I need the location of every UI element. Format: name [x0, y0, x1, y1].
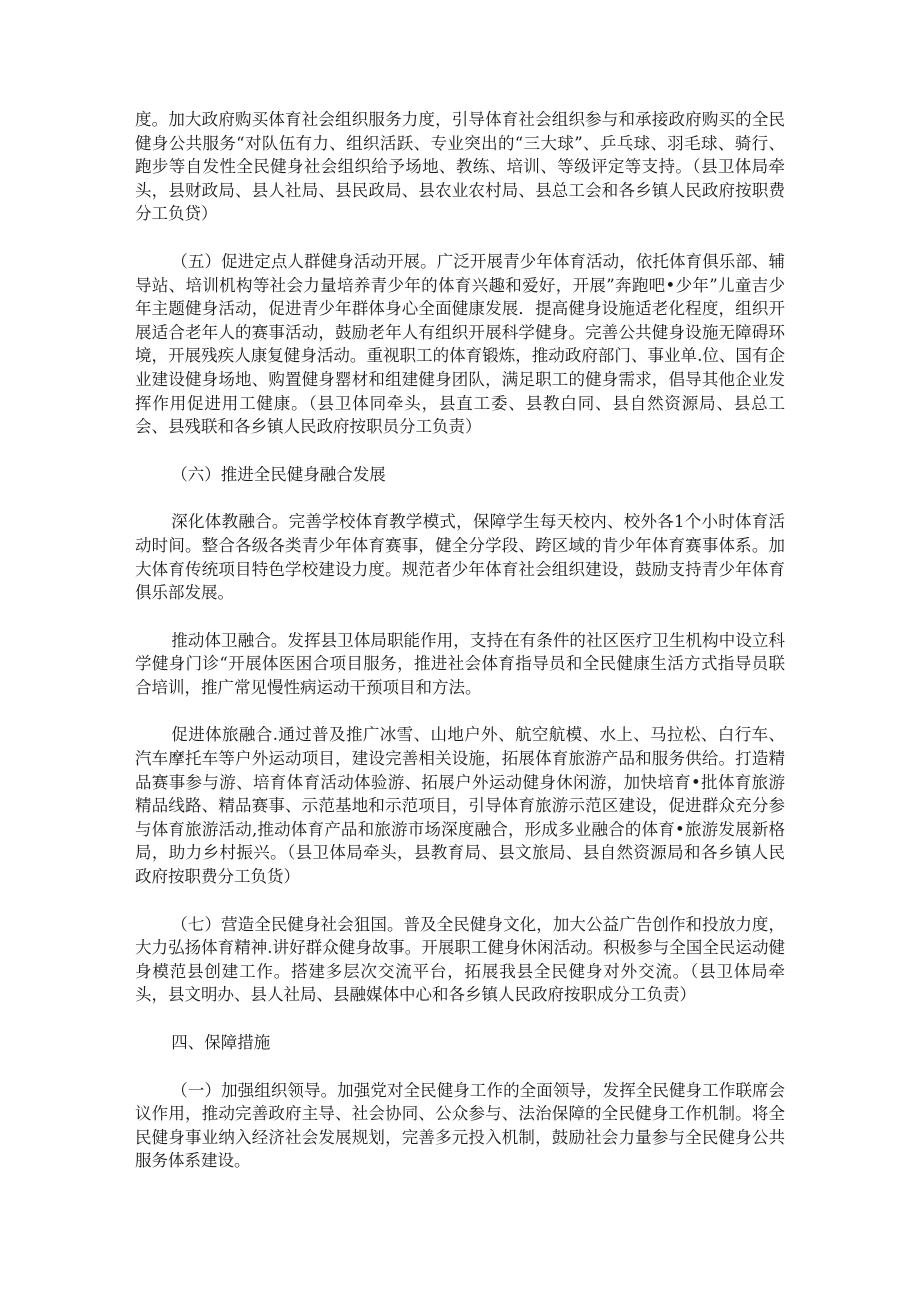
paragraph-continuation: 度。加大政府购买体育社会组织服务力度，引导体育社会组织参与和承接政府购买的全民健身公共服务“对队伍有力、组织活跃、专业突出的“三大球”、乒乓球、羽毛球、骑行、跑步等自发性全民健身社会组织给予场地、教练、培训、等级评定等支持。（县卫体局牵头，县财政局、县人社局、县民政局、县农业农村局、县总工会和各乡镇人民政府按职费分工负贷） — [135, 110, 785, 224]
heading-safeguards: 四、保障措施 — [171, 1033, 271, 1052]
paragraph-sport-tourism: 促进体旅融合.通过普及推广冰雪、山地户外、航空航模、水上、马拉松、白行车、汽车摩托车等户外运动项目，建设完善相关设施，拓展体育旅游产品和服务供给。打造精品赛事参与游、培育体育活动体验游、拓展户外运动健身休闲游，加快培育•批体育旅游精品线路、精品赛事、示范基地和示范项目，引导体育旅游示范区建设，促进群众充分参与体育旅游活动,推动体育产品和旅游市场深度融合，形成多业融合的体育•旅游发展新格局，助力乡村振兴。（县卫体局牵头，县教育局、县文旅局、县自然资源局和各乡镇人民政府按职费分工负货） — [135, 725, 785, 887]
paragraph-safeguard-1: （一）加强组织领导。加强党对全民健身工作的全面领导，发挥全民健身工作联席会议作用，推动完善政府主导、社会协同、公众参与、法治保障的全民健身工作机制。将全民健身事业纳入经济社会发展规划，完善多元投入机制，鼓励社会力量参与全民健身公共服务体系建设。 — [135, 1080, 785, 1171]
paragraph-sport-education: 深化体教融合。完善学校体育教学模式，保障学生每天校内、校外各1个小时体育活动时间。整合各级各类青少年体育赛事，健全分学段、跨区域的肯少年体育赛事体系。加大体育传统项目特色学校建设力度。规范者少年体育社会组织建设，鼓励支持青少年体育俱乐部发展。 — [135, 512, 785, 603]
paragraph-sport-health: 推动体卫融合。发挥县卫体局职能作用，支持在有条件的社区医疗卫生机构中设立科学健身门诊“开展体医困合项目服务，推进社会体育指导员和全民健康生活方式指导员联合培训，推广常见慢性病运动干预项目和方法。 — [135, 630, 785, 697]
paragraph-section-7: （七）营造全民健身社会狙国。普及全民健身文化，加大公益广告创作和投放力度，大力弘扬体育精神.讲好群众健身故事。开展职工健身休闲活动。积极参与全国全民运动健身模范县创建工作。搭建多层次交流平台，拓展我县全民健身对外交流。（县卫体局牵头，县文明办、县人社局、县融媒体中心和各乡镇人民政府按职成分工负责） — [135, 914, 785, 1005]
heading-section-6: （六）推进全民健身融合发展 — [171, 464, 386, 484]
document-page — [135, 108, 785, 1197]
paragraph-section-5: （五）促进定点人群健身活动开展。广泛开展青少年体育活动，依托体育俱乐部、辅导站、培训机构等社会力量培养青少年的体育兴趣和爱好，开展”奔跑吧•少年”儿童吉少年主题健身活动，促进青少年群体身心全面健康发展．提高健身设施适老化程度，组织开展适合老年人的赛事活动，鼓励老年人有组织开展科学健身。完善公共健身设施无障碍环境，开展残疾人康复健身活动。重视职工的体育锻炼，推动政府部门、事业单.位、国有企业建设健身场地、购置健身罂材和组建健身团队，满足职工的健身需求，倡导其他企业发挥作用促进用工健康。（县卫体同牵头，县直工委、县教白同、县自然资源局、县总工会、县残联和各乡镇人民政府按职员分工负责） — [135, 251, 785, 437]
